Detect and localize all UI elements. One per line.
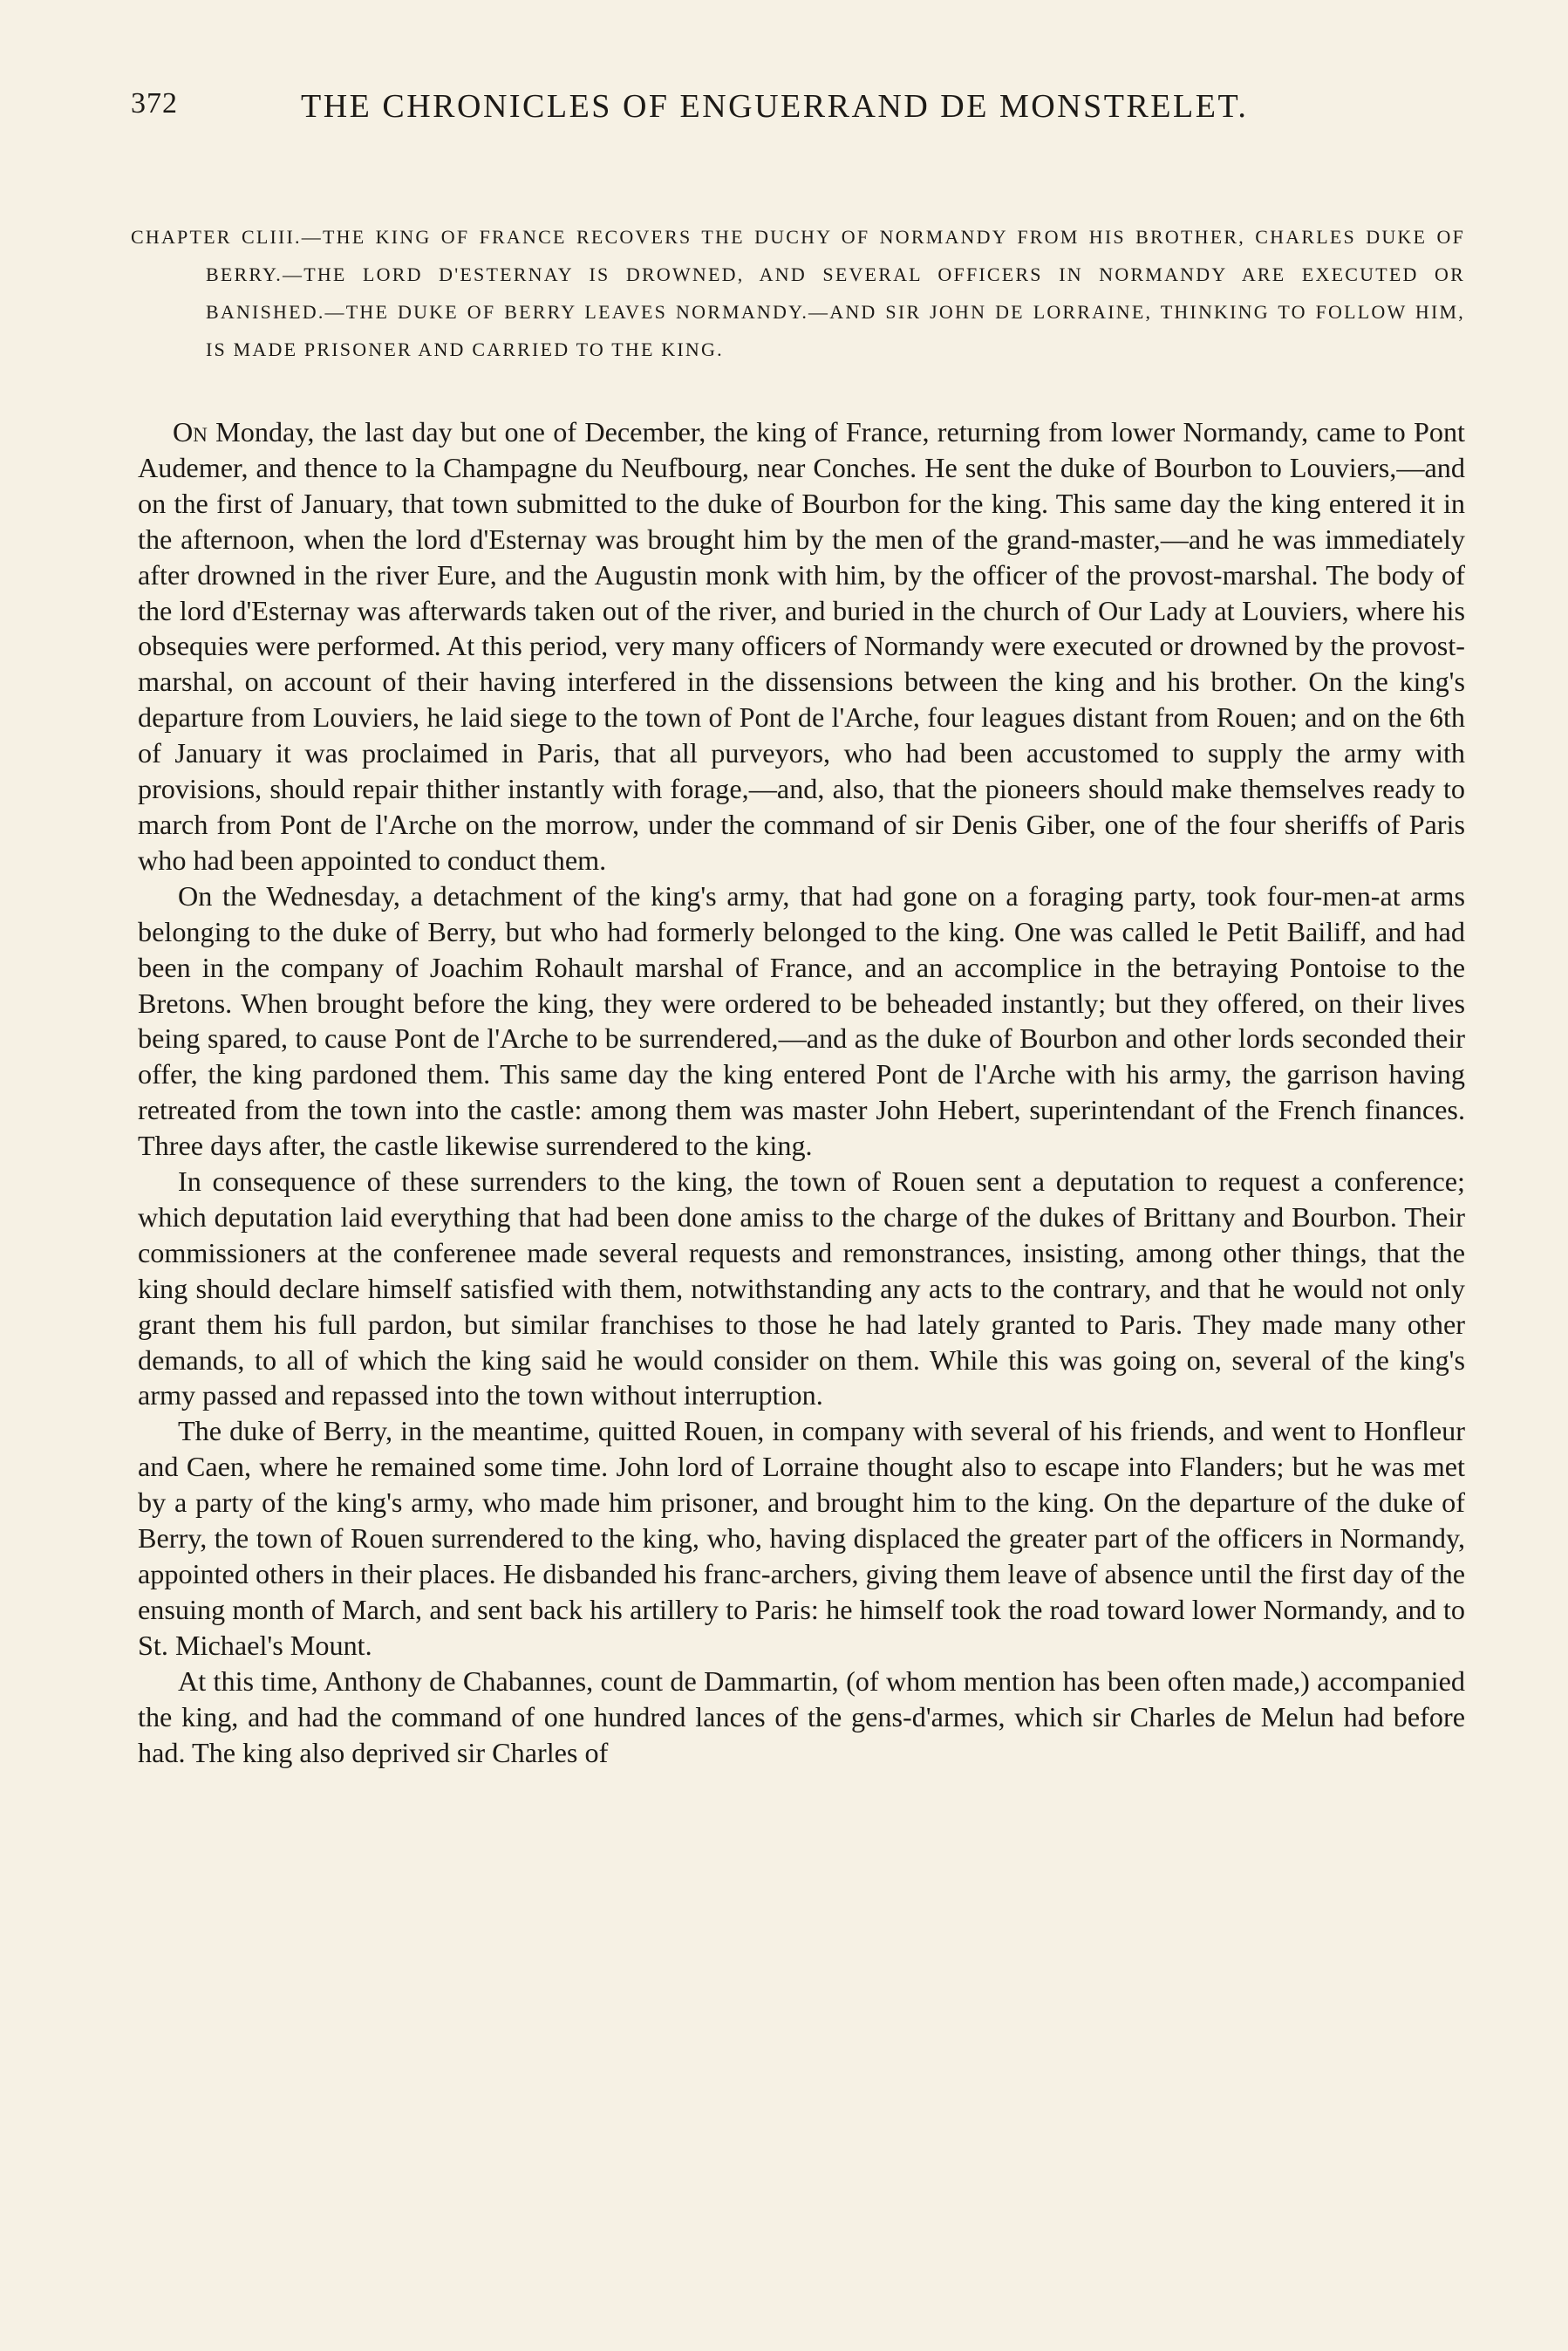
running-title: THE CHRONICLES OF ENGUERRAND DE MONSTRELET. — [301, 88, 1249, 125]
chapter-summary: —THE KING OF FRANCE RECOVERS THE DUCHY OF NORMANDY FROM HIS BROTHER, CHARLES DUKE OF BERRY.—THE LORD D'ESTERNAY IS DROWNED, AND SEVERAL OFFICERS IN NORMANDY ARE EXECUTED OR BANISHED.—THE DUKE OF BERRY LEAVES NORMANDY.—AND SIR JOHN DE LORRAINE, THINKING TO FOLLOW HIM, IS MADE PRISONER AND CARRIED TO THE KING. — [206, 226, 1465, 360]
paragraph-2: On the Wednesday, a detachment of the king's army, that had gone on a foraging party, took four-men-at arms belonging to the duke of Berry, but who had formerly belonged to the king. One was called le Petit Bailiff, and had been in the company of Joachim Rohault marshal of France, and an accomplice in the betraying Pontoise to the Bretons. When brought before the king, they were ordered to be beheaded instantly; but they offered, on their lives being spared, to cause Pont de l'Arche to be surrendered,—and as the duke of Bourbon and other lords seconded their offer, the king pardoned them. This same day the king entered Pont de l'Arche with his army, the garrison having retreated from the town into the castle: among them was master John Hebert, superintendant of the French finances. Three days after, the castle likewise surrendered to the king. — [138, 879, 1465, 1162]
paragraph-4: The duke of Berry, in the meantime, quitted Rouen, in company with several of his friends, and went to Honfleur and Caen, where he remained some time. John lord of Lorraine thought also to escape into Flanders; but he was met by a party of the king's army, who made him prisoner, and brought him to the king. On the departure of the duke of Berry, the town of Rouen surrendered to the king, who, having displaced the greater part of the officers in Normandy, appointed others in their places. He disbanded his franc-archers, giving them leave of absence until the first day of the ensuing month of March, and sent back his artillery to Paris: he himself took the road toward lower Normandy, and to St. Michael's Mount. — [138, 1415, 1465, 1661]
chapter-heading — [131, 218, 1465, 368]
paragraph-5: At this time, Anthony de Chabannes, count de Dammartin, (of whom mention has been often made,) accompanied the king, and had the command of one hundred lances of the gens-d'armes, which sir Charles de Melun had before had. The king also deprived sir Charles of — [138, 1664, 1465, 1768]
chapter-label: CHAPTER CLIII. — [131, 226, 302, 248]
running-head — [131, 87, 1456, 129]
paragraph-3: In consequence of these surrenders to the king, the town of Rouen sent a deputation to request a conference; which deputation laid everything that had been done amiss to the charge of the dukes of Brittany and Bourbon. Their commissioners at the conferenee made several requests and remonstrances, insisting, among other things, that the king should declare himself satisfied with them, notwithstanding any acts to the contrary, and that he would not only grant them his full pardon, but similar franchises to those he had lately granted to Paris. They made many other demands, to all of which the king said he would consider on them. While this was going on, several of the king's army passed and repassed into the town without interruption. — [138, 1165, 1465, 1411]
paragraph-1-text: Monday, the last day but one of December, the king of France, returning from lower Normandy, came to Pont Audemer, and thence to la Champagne du Neufbourg, near Conches. He sent the duke of Bourbon to Louviers,—and on the first of January, that town submitted to the duke of Bourbon for the king. This same day the king entered it in the afternoon, when the lord d'Esternay was brought him by the men of the grand-master,—and he was immediately after drowned in the river Eure, and the Augustin monk with him, by the officer of the provost-marshal. The body of the lord d'Esternay was afterwards taken out of the river, and buried in the church of Our Lady at Louviers, where his obsequies were performed. At this period, very many officers of Normandy were executed or drowned by the provost-marshal, on account of their having interfered in the dissensions between the king and his brother. On the king's departure from Louviers, he laid siege to the town of Pont de l'Arche, four leagues distant from Rouen; and on the 6th of January it was proclaimed in Paris, that all purveyors, who had been accustomed to supply the army with provisions, should repair thither instantly with forage,—and, also, that the pioneers should make themselves ready to march from Pont de l'Arche on the morrow, under the command of sir Denis Giber, one of the four sheriffs of Paris who had been appointed to conduct them. — [138, 416, 1465, 876]
body-text — [138, 414, 1465, 1770]
paragraph-1-lead: On — [173, 416, 208, 448]
page-number: 372 — [131, 87, 178, 120]
paragraph-1 — [138, 414, 1465, 878]
